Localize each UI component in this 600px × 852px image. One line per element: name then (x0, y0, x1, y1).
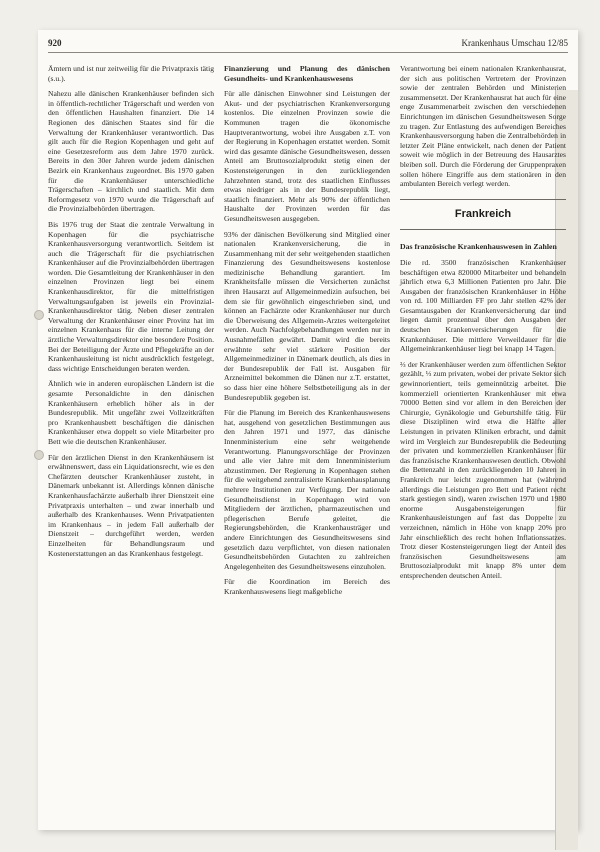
column-middle (224, 64, 390, 602)
paragraph: Für den ärztlichen Dienst in den Krankenhäusern ist erwähnenswert, dass ein Liquidationsrecht, wie es den Chefärzten deutscher Krankenhäuser zusteht, in Dänemark unbekannt ist. Allerdings können dänische Krankenhausfachärzte außerhalb ihrer Dienstzeit eine Privatpraxis unterhalten – und zwar innerhalb und außerhalb des Krankenhauses. Wenn Privatpatienten im Krankenhaus – in jedem Fall außerhalb der Dienstzeit – durchgeführt werden, werden Einzelheiten für Behandlungsraum und Kostenerstattungen an das Krankenhaus festgelegt. (48, 452, 214, 558)
journal-title: Krankenhaus Umschau 12/85 (461, 38, 568, 48)
paragraph: 93% der dänischen Bevölkerung sind Mitglied einer nationalen Krankenversicherung, die in Zusammenhang mit der sehr weitgehenden staatlichen Finanzierung des Gesundheitswesens kostenlose medizinische Behandlung garantiert. Im Krankheitsfalle müssen die Versicherten zunächst ihren Hausarzt auf Allgemeinmedizin aufsuchen, bei dem sie für gewöhnlich eingeschrieben sind, und können an Fachärzte oder Krankenhäuser nur durch die Überweisung des Allgemein-Arztes weitergeleitet werden. Auch Nachfolgebehandlungen werden nur in Ausnahmefällen gewährt. Damit wird die bereits erwähnte sehr viel stärkere Position der Allgemeinmediziner in Dänemark deutlich, als dies in der Bundesrepublik der Fall ist. Ausgaben für Arzneimittel bekommen die Dänen nur z.T. erstattet, so dass hier eine höhere Selbstbeteiligung als in der Bundesrepublik gegeben ist. (224, 229, 390, 402)
paragraph: Für die Koordination im Bereich des Krankenhauswesens liegt maßgebliche (224, 577, 390, 596)
paragraph: Die rd. 3500 französischen Krankenhäuser beschäftigen etwa 820000 Mitarbeiter und behandeln jährlich etwa 6,3 Millionen Patienten pro Jahr. Die Ausgaben der französischen Krankenhäuser in Höhe von rd. 100 Milliarden FF pro Jahr stellen 42% der Gesamtausgaben der Krankenversicherung dar und liegen damit prozentual über den Ausgaben der deutschen Krankenversicherungen für die Krankenhäuser. Die mittlere Verweildauer für die Allgemeinkrankenhäuser liegt bei knapp 14 Tagen. (400, 257, 566, 354)
column-left (48, 64, 214, 564)
paragraph: Für alle dänischen Einwohner sind Leistungen der Akut- und der psychiatrischen Krankenversorgung kostenlos. Die einzelnen Provinzen sowie die Kommunen tragen die ökonomische Hauptverantwortung, wobei ihre Ausgaben z.T. von der Regierung in Kopenhagen erstattet werden. Somit wird das gesamte dänische Gesundheitswesen, dessen Anteil am Bruttosozialprodukt stetig einen der Kostensteigerungen in den zurückliegenden Jahrzehnten stand, trotz des staatlichen Einflusses etwas niedriger als in der Bundesrepublik liegt, staatlich finanziert. Mehr als 90% der öffentlichen Haushalte der Provinzen werden für das Gesundheitswesen ausgegeben. (224, 89, 390, 223)
section-subheading: Finanzierung und Planung des dänischen Gesundheits- und Krankenhauswesens (224, 64, 390, 83)
document-page (38, 30, 578, 830)
paragraph: Für die Planung im Bereich des Krankenhauswesens hat, ausgehend von gesetzlichen Bestimmungen aus den Jahren 1971 und 1977, das dänische Innenministerium eine sehr weitgehende Verantwortung. Planungsvorschläge der Provinzen und alle vier Jahre mit dem Innenministerium abzustimmen. Der Regierung in Kopenhagen stehen für die weitgehend zentralisierte Krankenhausplanung mehrere Institutionen zur Verfügung. Der nationale Gesundheitsdienst in Kopenhagen wird von Mitgliedern der ärztlichen, pharmazeutischen und pflegerischen Berufe geleitet, die Regierungsbehörden, die Krankenhausträger und andere Einrichtungen des Gesundheitswesens sind gesetzlich dazu verpflichtet, von diesen nationalen Gesundheitsbehörden Gutachten zu zahlreichen Angelegenheiten des Gesundheitswesens einzuholen. (224, 408, 390, 571)
page-header (48, 38, 568, 53)
paragraph: Ähnlich wie in anderen europäischen Ländern ist die gesamte Personaldichte in den dänischen Krankenhäusern erheblich höher als in der Bundesrepublik. Mit ungefähr zwei Vollzeitkräften pro Krankenhausbett beschäftigen die dänischen Krankenhäuser etwa doppelt so viele Mitarbeiter pro Bett wie die deutschen Krankenhäuser. (48, 379, 214, 446)
section-heading-frankreich: Frankreich (400, 199, 566, 231)
page-number: 920 (48, 38, 62, 48)
column-right (400, 64, 566, 587)
paragraph: Bis 1976 trug der Staat die zentrale Verwaltung in Kopenhagen für die psychiatrische Krankenhausversorgung verantwortlich. Seitdem ist auch die Trägerschaft für die psychiatrischen Krankenhäuser auf die Provinzialbehörden übertragen worden. Die Gesamtleitung der Krankenhäuser in den einzelnen Provinzen liegt bei einem Krankenhausdirektor, für die mittelfristigen Verwaltungsaufgaben ist jeweils ein Provinzial-Krankenhausdirektor tätig. Neben dieser zentralen Verwaltung der Krankenhäuser einer Provinz hat im einzelnen Krankenhaus für die interne Leitung der ärztliche Verwaltungsdirektor eine besondere Position. Bei der Beteiligung der Ärzte und Pflegekräfte an der Krankenhausleitung ist nicht ausdrücklich festgelegt, dass wichtige Entscheidungen beraten werden. (48, 219, 214, 373)
paragraph: Verantwortung bei einem nationalen Krankenhausrat, der sich aus politischen Vertretern der Provinzen sowie der zentralen Behörden und Ministerien zusammensetzt. Der Krankenhausrat hat auch für eine enge Zusammenarbeit zwischen den verschiedenen Einrichtungen im dänischen Gesundheitswesen Sorge zu tragen. Zur Entlastung des aufwendigen Bereiches Krankenhausversorgung haben die Zentralbehörden in letzter Zeit Pläne entwickelt, nach denen der Patient soweit wie möglich in der Betreuung des Hausarztes bleiben soll. Durch die Förderung der Gruppenpraxen sollen höhere Eingriffe aus dem stationären in den ambulanten Bereich verlegt werden. (400, 64, 566, 189)
section-subheading: Das französische Krankenhauswesen in Zahlen (400, 242, 557, 252)
paragraph: Ämtern und ist nur zeitweilig für die Privatpraxis tätig (s.u.). (48, 64, 214, 83)
paragraph: ⅔ der Krankenhäuser werden zum öffentlichen Sektor gezählt, ⅓ zum privaten, wobei der private Sektor sich gewinnorientiert, teils gemeinnützig arbeitet. Die kommerziell orientierten Krankenhäuser mit etwa 70000 Betten sind vor allem in den Bereichen der Chirurgie, Gynäkologie und Geburtshilfe tätig. Für diese Disziplinen wird etwa die Hälfte aller Leistungen in privaten Kliniken erbracht, und damit wird im Vergleich zur Bundesrepublik die Bedeutung der privaten und kommerziellen Krankenhäuser für das französische Krankenhauswesen deutlich. Obwohl die Bettenzahl in den zurückliegenden 10 Jahren in Frankreich nur leicht zugenommen hat (während allerdings die Leistungen pro Bett und Patient recht stark gestiegen sind), waren zwischen 1970 und 1980 enorme Ausgabensteigerungen für Krankenhausleistungen auf fast das Doppelte zu verzeichnen, nämlich in Höhe von knapp 20% pro Jahr einschließlich des recht hohen Inflationssatzes. Trotz dieser Kostensteigerungen liegt der Anteil des französischen Gesundheitswesens am Bruttosozialprodukt mit knapp 8% unter dem entsprechenden deutschen Anteil. (400, 359, 566, 580)
paragraph: Nahezu alle dänischen Krankenhäuser befinden sich in öffentlich-rechtlicher Trägerschaft und werden von den öffentlichen Haushalten finanziert. Die 14 Regionen des dänischen Staates sind für die Verwaltung der Krankenhäuser verantwortlich. Das gilt auch für die Region Kopenhagen und geht auf eine Gesetzesreform aus dem Jahre 1970 zurück. Bereits in den 30er Jahren wurde jedem dänischen Bezirk ein Krankenhaus zugeordnet. Bis 1970 gaben für die Krankenhäuser unterschiedliche Trägerschaften – kirchlich und staatlich. Mit dem Reformgesetz von 1970 wurde die Trägerschaft auf die Provinzialbehörden übertragen. (48, 89, 214, 214)
